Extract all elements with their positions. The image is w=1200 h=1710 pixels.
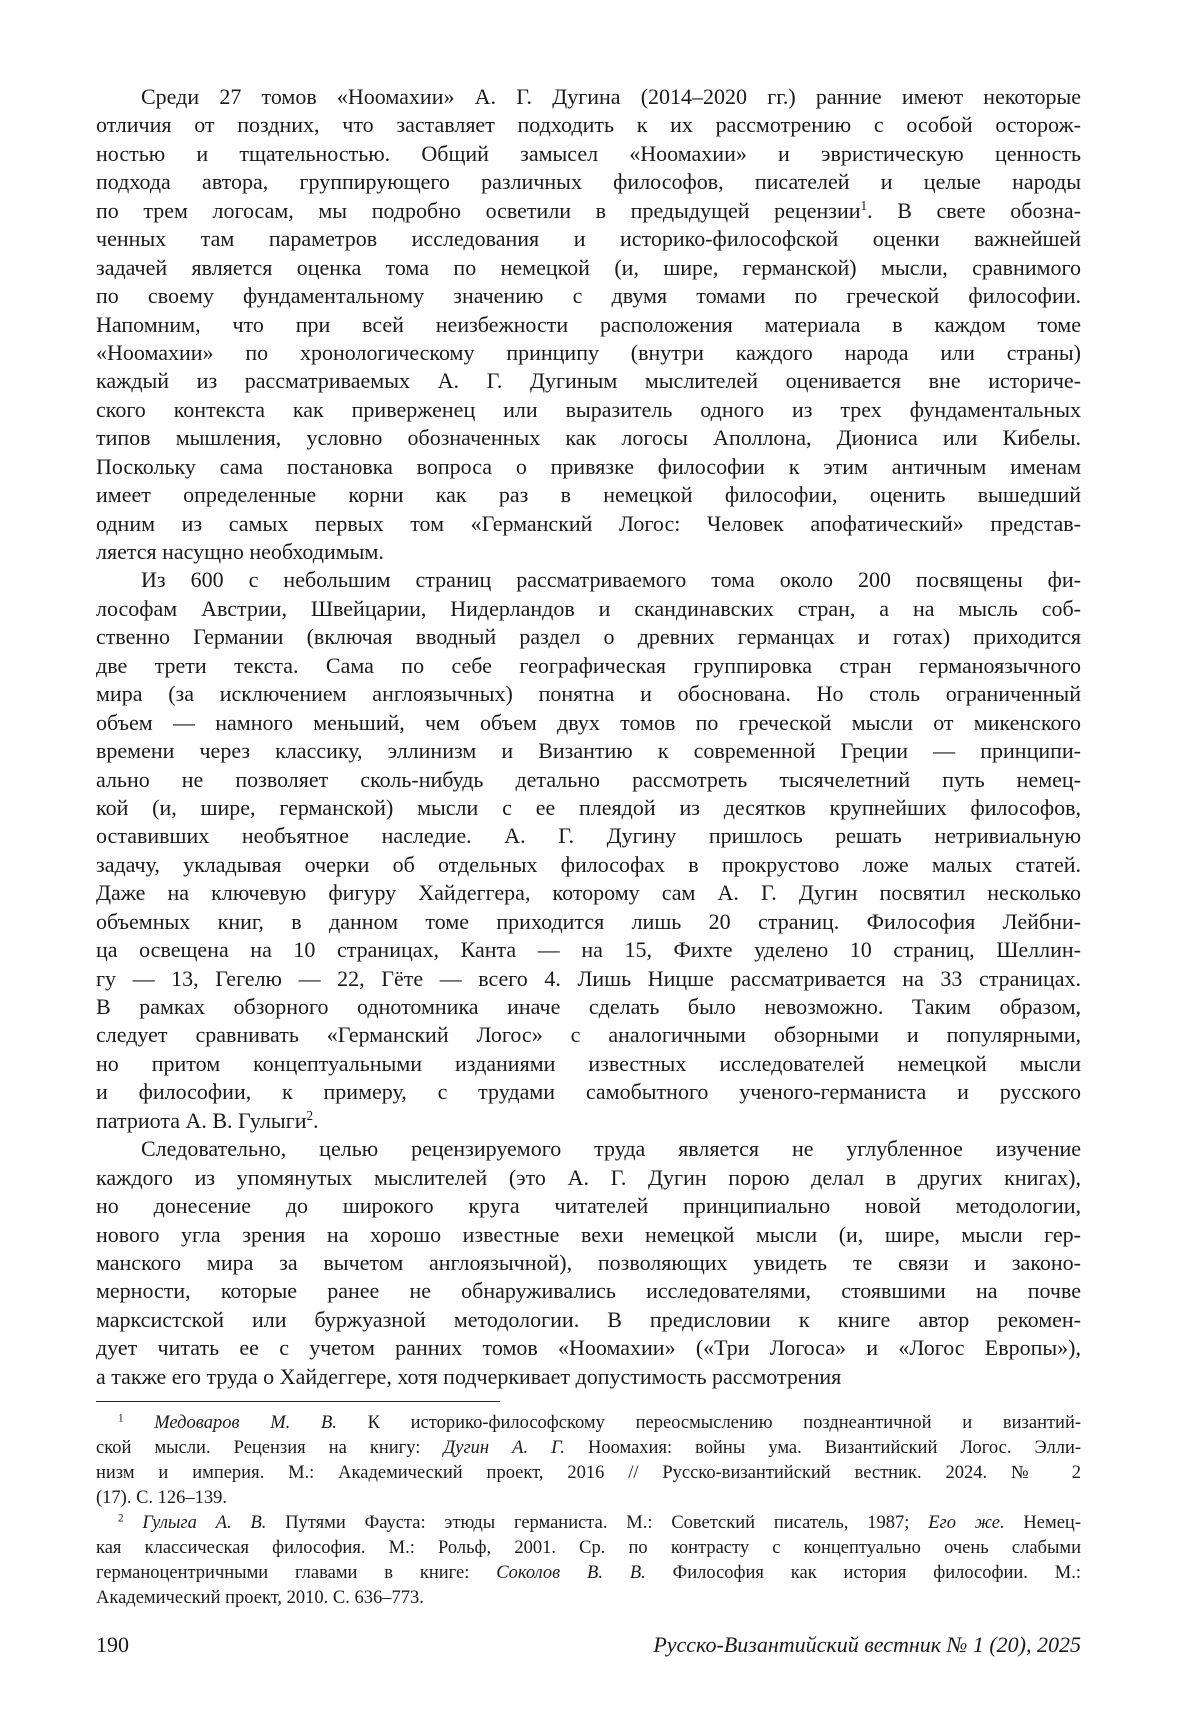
text-line [96,652,1081,680]
text-line [96,1436,1081,1461]
italic-author: Медоваров М. В. [154,1413,337,1433]
italic-author: Дугин А. Г. [443,1438,565,1458]
text-run: патриота А. В. Гулыги [96,1107,307,1133]
text-line [96,111,1081,139]
text-run: и философии, к примеру, с трудами самобытного ученого-германиста и русского [96,1079,1081,1105]
text-line [96,822,1081,850]
text-line [96,766,1081,794]
text-line [96,1511,1081,1536]
text-run: типов мышления, условно обозначенных как логосы Аполлона, Диониса или Кибелы. [96,425,1081,451]
text-run: Среди 27 томов «Ноомахии» А. Г. Дугина (2014–2020 гг.) ранние имеют некоторые [141,84,1081,109]
text-line [96,1135,1081,1163]
text-run: лософам Австрии, Швейцарии, Нидерландов и скандинавских стран, а на мысль соб- [96,595,1081,621]
text-line [96,1486,1081,1511]
text-run: К историко-философскому переосмыслению позднеантичной и византий- [336,1413,1082,1433]
text-line [96,680,1081,708]
journal-title: Русско-Византийский вестник № 1 (20), 2025 [653,1632,1081,1657]
text-run: но донесение до широкого круга читателей принципиально новой методологии, [96,1193,1081,1219]
text-run: каждого из упомянутых мыслителей (это А. Г. Дугин порою делал в других книгах), [96,1164,1081,1190]
text-line [96,225,1081,253]
text-run: ляется насущно необходимым. [96,539,384,564]
footnote [96,1411,1081,1511]
text-run: ченных там параметров исследования и историко-философской оценки важнейшей [96,226,1081,252]
text-line [96,595,1081,623]
text-run: по трем логосам, мы подробно осветили в предыдущей рецензии [96,197,861,223]
text-run: следует сравнивать «Германский Логос» с аналогичными обзорными и популярными, [96,1022,1081,1048]
text-run: гу — 13, Гегелю — 22, Гёте — всего 4. Лишь Ницше рассматривается на 33 страницах. [96,965,1081,991]
text-line [96,282,1081,310]
text-run: мерности, которые ранее не обнаруживались исследователями, стоявшими на почве [96,1278,1081,1304]
text-line [96,1461,1081,1486]
text-run: мира (за исключением англоязычных) понятна и обоснована. Но столь ограниченный [96,681,1081,707]
page-footer [96,1632,1081,1658]
text-line [96,168,1081,196]
text-run: одним из самых первых том «Германский Логос: Человек апофатический» представ- [96,510,1081,536]
text-run [124,1413,155,1433]
text-line [96,538,1081,566]
text-run: ца освещена на 10 страницах, Канта — на 15, Фихте уделено 10 страниц, Шеллин- [96,937,1081,963]
text-line [96,1192,1081,1220]
text-line [96,1334,1081,1362]
text-run: Академический проект, 2010. С. 636–773. [96,1588,424,1608]
text-run: . В свете обозна- [867,197,1082,223]
text-line [96,1078,1081,1106]
text-line [96,1107,1081,1135]
footnotes [96,1411,1081,1611]
text-run: Ноомахия: войны ума. Византийский Логос. Элли- [564,1438,1082,1458]
text-run: В рамках обзорного однотомника иначе сделать было невозможно. Таким образом, [96,994,1081,1019]
text-line [96,481,1081,509]
text-line [96,1411,1081,1436]
text-line [96,1021,1081,1049]
text-run: Философия как история философии. М.: [645,1563,1081,1583]
text-run: отличия от поздних, что заставляет подходить к их рассмотрению с особой осторож- [96,112,1081,138]
text-line [96,311,1081,339]
text-line [96,879,1081,907]
text-line [96,1221,1081,1249]
text-run: «Ноомахии» по хронологическому принципу (внутри каждого народа или страны) [96,339,1081,365]
text-line [96,1586,1081,1611]
text-line [96,709,1081,737]
text-run: а также его труда о Хайдеггере, хотя подчеркивает допустимость рассмотрения [96,1363,842,1389]
text-run: оставивших необъятное наследие. А. Г. Дугину пришлось решать нетривиальную [96,823,1081,849]
text-run: Напомним, что при всей неизбежности расположения материала в каждом томе [96,311,1081,337]
text-line [96,1536,1081,1561]
text-run: Следовательно, целью рецензируемого труда является не углубленное изучение [141,1136,1081,1162]
footnote-ref: 2 [306,1107,314,1123]
text-line [96,1363,1081,1391]
text-run: Из 600 с небольшим страниц рассматриваемого тома около 200 посвящены фи- [141,567,1081,593]
text-run: дует читать ее с учетом ранних томов «Ноомахии» («Три Логоса» и «Логос Европы»), [96,1335,1081,1361]
text-run: ностью и тщательностью. Общий замысел «Ноомахии» и эвристическую ценность [96,140,1081,166]
text-run: по своему фундаментальному значению с двумя томами по греческой философии. [96,283,1081,309]
text-line [96,1561,1081,1586]
page-number: 190 [96,1632,129,1657]
paragraph [96,566,1081,1135]
text-line [96,1249,1081,1277]
text-run: задачей является оценка тома по немецкой (и, шире, германской) мысли, сравнимого [96,254,1081,280]
text-run: объем — намного меньший, чем объем двух томов по греческой мысли от микенского [96,709,1081,735]
text-run: германоцентричными главами в книге: [96,1563,497,1583]
text-run: Поскольку сама постановка вопроса о привязке философии к этим античным именам [96,453,1081,479]
footnote-divider [96,1401,500,1402]
text-run: подхода автора, группирующего различных философов, писателей и целые народы [96,169,1081,195]
text-run [124,1513,143,1533]
text-line [96,993,1081,1021]
text-run: кой (и, шире, германской) мысли с ее плеядой из десятков крупнейших философов, [96,794,1081,820]
body-text [96,83,1081,1391]
text-run: две трети текста. Сама по себе географическая группировка стран германоязычного [96,652,1081,678]
text-line [96,1306,1081,1334]
text-run: марксистской или буржуазной методологии. В предисловии к книге автор рекомен- [96,1306,1081,1332]
text-run: ственно Германии (включая вводный раздел о древних германцах и готах) приходится [96,624,1081,650]
text-line [96,140,1081,168]
italic-author: Его же. [928,1513,1005,1533]
text-line [96,510,1081,538]
text-run: объемных книг, в данном томе приходится лишь 20 страниц. Философия Лейбни- [96,908,1081,934]
text-line [96,1164,1081,1192]
italic-author: Гулыга А. В. [142,1513,267,1533]
text-line [96,83,1081,111]
text-run: времени через классику, эллинизм и Византию к современной Греции — принципи- [96,738,1081,764]
text-line [96,367,1081,395]
footnote-ref: 1 [860,197,868,213]
paragraph [96,1135,1081,1391]
text-line [96,453,1081,481]
text-line [96,1277,1081,1305]
text-line [96,197,1081,225]
footnote [96,1511,1081,1611]
text-run: . [313,1107,319,1133]
text-run: низм и империя. М.: Академический проект, 2016 // Русско-византийский вестник. 2024. № 2 [96,1463,1081,1483]
text-run: Немец- [1004,1513,1081,1533]
text-run: задачу, укладывая очерки об отдельных философах в прокрустово ложе малых статей. [96,851,1081,877]
text-run: ально не позволяет сколь-нибудь детально рассмотреть тысячелетний путь немец- [96,766,1081,792]
text-run: нового угла зрения на хорошо известные вехи немецкой мысли (и, шире, мысли гер- [96,1221,1081,1247]
text-line [96,851,1081,879]
text-line [96,396,1081,424]
text-line [96,623,1081,651]
italic-author: Соколов В. В. [496,1563,646,1583]
text-run: манского мира за вычетом англоязычной), позволяющих увидеть те связи и законо- [96,1249,1081,1275]
text-line [96,794,1081,822]
text-line [96,424,1081,452]
footnote-ref: 2 [118,1512,124,1525]
text-run: ского контекста как приверженец или выразитель одного из трех фундаментальных [96,396,1081,422]
text-line [96,254,1081,282]
text-line [96,936,1081,964]
footnote-ref: 1 [118,1412,124,1425]
text-run: (17). С. 126–139. [96,1488,228,1508]
text-line [96,965,1081,993]
text-run: каждый из рассматриваемых А. Г. Дугиным мыслителей оценивается вне историче- [96,368,1081,394]
text-run: имеет определенные корни как раз в немецкой философии, оценить вышедший [96,482,1081,508]
text-run: кая классическая философия. М.: Рольф, 2001. Ср. по контрасту с концептуально очень слабыми [96,1538,1081,1558]
text-line [96,737,1081,765]
text-run: Путями Фауста: этюды германиста. М.: Советский писатель, 1987; [266,1513,929,1533]
paragraph [96,83,1081,566]
text-run: ской мысли. Рецензия на книгу: [96,1438,444,1458]
text-line [96,339,1081,367]
text-line [96,1050,1081,1078]
text-run: Даже на ключевую фигуру Хайдеггера, которому сам А. Г. Дугин посвятил несколько [96,880,1081,906]
text-line [96,566,1081,594]
text-line [96,908,1081,936]
text-run: но притом концептуальными изданиями известных исследователей немецкой мысли [96,1050,1081,1076]
